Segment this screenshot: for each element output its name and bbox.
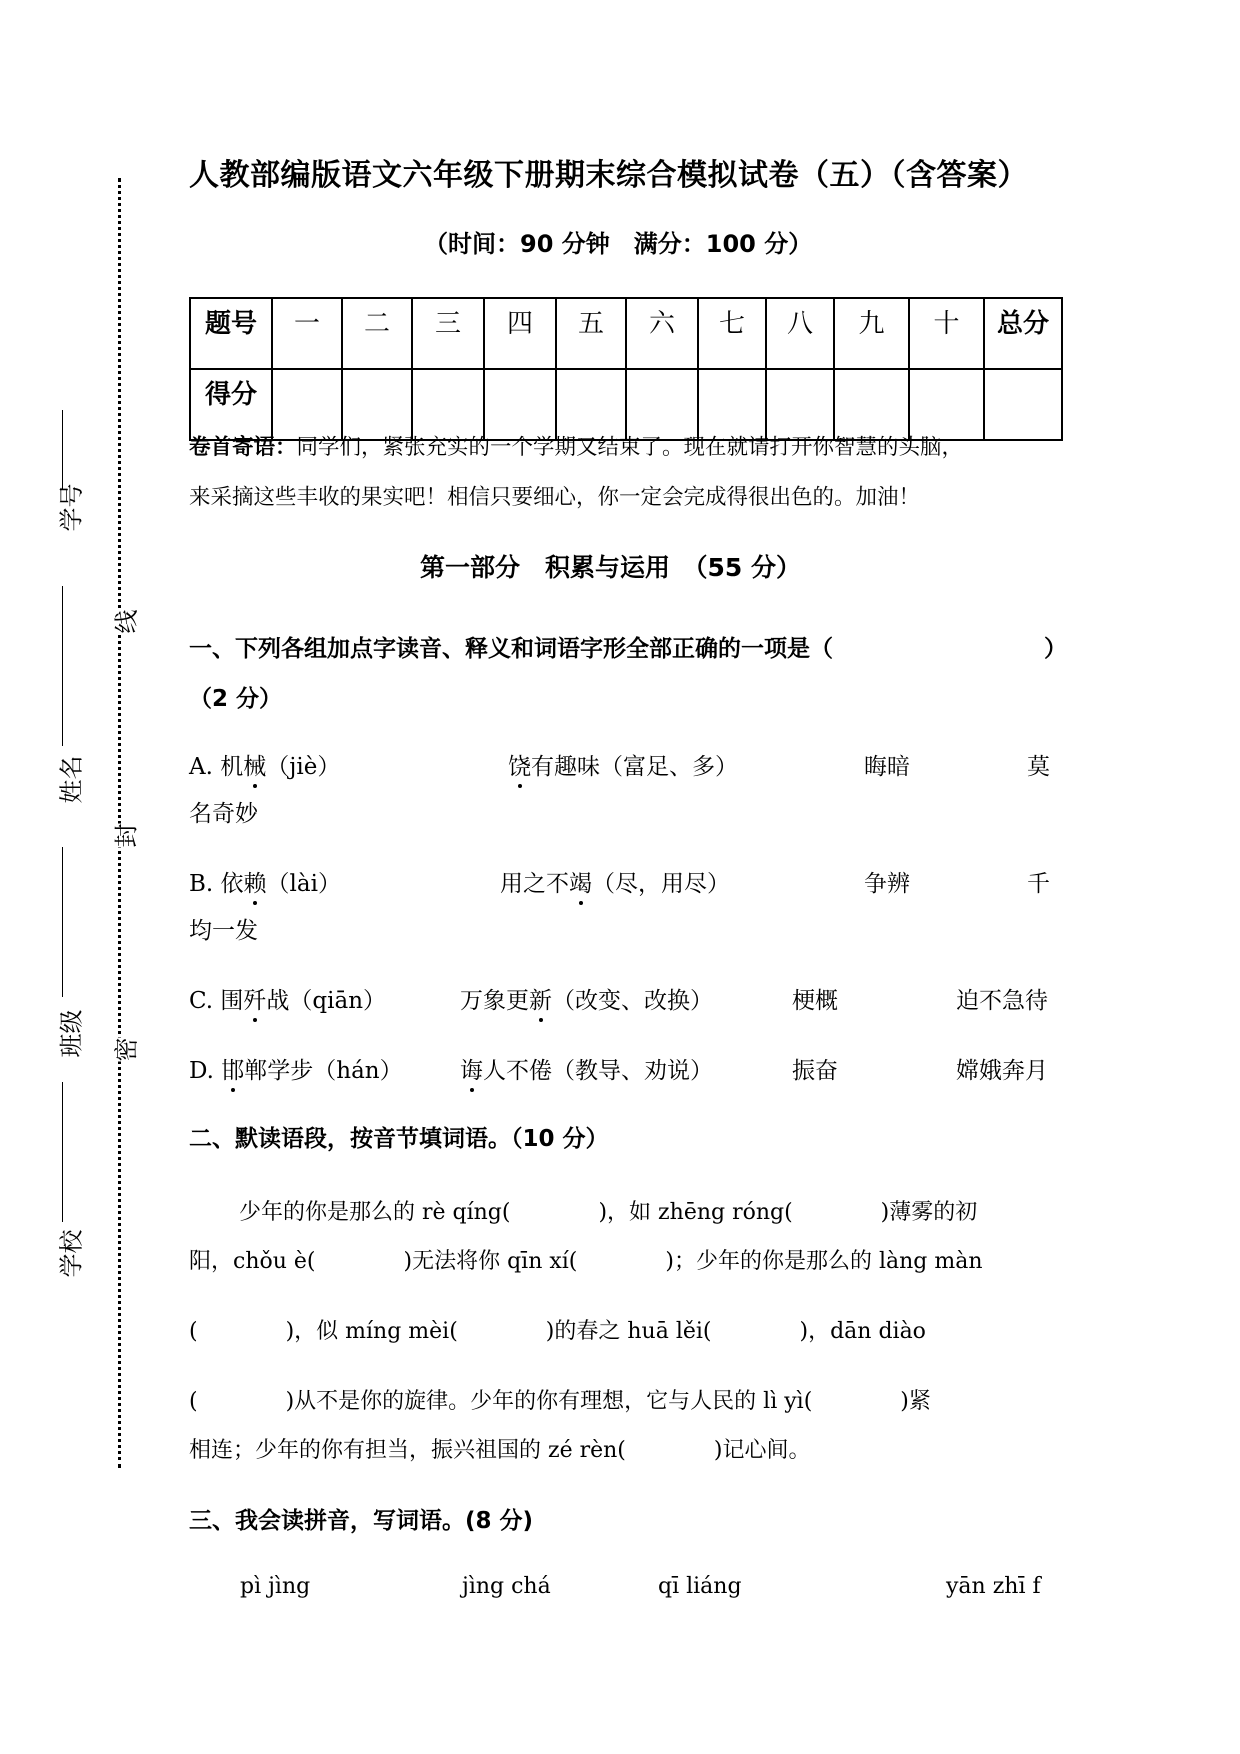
school-label: 学校 bbox=[57, 1229, 86, 1278]
intro-line-1 bbox=[189, 423, 1061, 473]
passage-line-1: 少年的你是那么的 rè qíng( )，如 zhēng róng( )薄雾的初 bbox=[239, 1200, 978, 1225]
table-cell: 十 bbox=[909, 298, 984, 369]
table-cell: 六 bbox=[626, 298, 698, 369]
option-b-part3: 争辨 bbox=[864, 871, 910, 897]
student-id-line bbox=[62, 410, 63, 490]
passage-line-5: 相连；少年的你有担当，振兴祖国的 zé rèn( )记心间。 bbox=[189, 1438, 811, 1463]
table-cell: 八 bbox=[766, 298, 834, 369]
pinyin-item: yān zhī f bbox=[946, 1574, 1041, 1599]
option-c-part4: 迫不急待 bbox=[956, 988, 1048, 1014]
intro-line-2: 来采摘这些丰收的果实吧！相信只要细心，你一定会完成得很出色的。加油！ bbox=[189, 485, 921, 510]
intro-label: 卷首寄语： bbox=[189, 435, 297, 460]
seal-line-char: 线 bbox=[107, 610, 142, 634]
question-2-title: 二、默读语段，按音节填词语。（10 分） bbox=[189, 1126, 609, 1152]
table-cell: 九 bbox=[834, 298, 909, 369]
option-a-wrap: 名奇妙 bbox=[189, 801, 258, 827]
option-c-part1[interactable]: C. 围歼战（qiān） bbox=[189, 982, 386, 1015]
class-label: 班级 bbox=[57, 1009, 86, 1058]
table-cell: 总分 bbox=[984, 298, 1062, 369]
intro-text: 同学们，紧张充实的一个学期又结束了。现在就请打开你智慧的头脑， bbox=[296, 435, 964, 460]
school-line bbox=[62, 1082, 63, 1222]
table-cell: 四 bbox=[484, 298, 556, 369]
table-cell: 七 bbox=[698, 298, 766, 369]
option-a-part2: 饶有趣味（富足、多） bbox=[508, 748, 738, 781]
question-1-score: （2 分） bbox=[189, 686, 283, 712]
option-d-part1[interactable]: D. 邯郸学步（hán） bbox=[189, 1052, 403, 1085]
name-line bbox=[62, 586, 63, 746]
table-cell: 得分 bbox=[190, 369, 272, 440]
pinyin-item: qī liáng bbox=[658, 1574, 742, 1599]
passage-line-3: ( )，似 míng mèi( )的春之 huā lěi( )，dān diào bbox=[189, 1319, 926, 1344]
seal-feng-char: 封 bbox=[107, 824, 142, 848]
option-d-part2: 诲人不倦（教导、劝说） bbox=[460, 1052, 713, 1085]
question-3-title: 三、我会读拼音，写词语。(8 分) bbox=[189, 1508, 534, 1534]
class-line bbox=[62, 847, 63, 997]
table-cell: 三 bbox=[412, 298, 484, 369]
option-a-part3: 晦暗 bbox=[864, 754, 910, 780]
option-c-part2: 万象更新（改变、改换） bbox=[460, 982, 713, 1015]
option-b-wrap: 均一发 bbox=[189, 918, 258, 944]
table-cell: 二 bbox=[342, 298, 412, 369]
pinyin-item: pì jìng bbox=[240, 1574, 311, 1599]
question-1-title: 一、下列各组加点字读音、释义和词语字形全部正确的一项是（ bbox=[189, 636, 833, 662]
table-cell: 题号 bbox=[190, 298, 272, 369]
table-cell: 五 bbox=[556, 298, 626, 369]
student-id-label: 学号 bbox=[57, 483, 86, 532]
option-c-part3: 梗概 bbox=[792, 988, 838, 1014]
passage-line-4: ( )从不是你的旋律。少年的你有理想，它与人民的 lì yì( )紧 bbox=[189, 1389, 931, 1414]
page-title: 人教部编版语文六年级下册期末综合模拟试卷（五）（含答案） bbox=[189, 158, 1028, 193]
option-a-part1[interactable]: A. 机械（jiè） bbox=[189, 748, 340, 781]
score-table bbox=[189, 297, 1063, 441]
part-heading: 第一部分 积累与运用 （55 分） bbox=[420, 553, 801, 582]
passage-line-2: 阳，chǒu è( )无法将你 qīn xí( )；少年的你是那么的 làng màn bbox=[189, 1249, 983, 1274]
option-d-part4: 嫦娥奔月 bbox=[956, 1058, 1048, 1084]
option-d-part3: 振奋 bbox=[792, 1058, 838, 1084]
answer-bracket-close: ） bbox=[1044, 636, 1067, 662]
option-b-part4: 千 bbox=[1027, 871, 1050, 897]
table-cell: 一 bbox=[272, 298, 342, 369]
seal-mi-char: 密 bbox=[107, 1038, 142, 1062]
score-table-header-row bbox=[190, 298, 1062, 369]
name-label: 姓名 bbox=[57, 755, 86, 804]
option-a-part4: 莫 bbox=[1027, 754, 1050, 780]
option-b-part2: 用之不竭（尽，用尽） bbox=[500, 865, 730, 898]
option-b-part1[interactable]: B. 依赖（lài） bbox=[189, 865, 341, 898]
pinyin-item: jìng chá bbox=[462, 1574, 551, 1599]
exam-time-score: （时间：90 分钟 满分：100 分） bbox=[424, 230, 813, 258]
